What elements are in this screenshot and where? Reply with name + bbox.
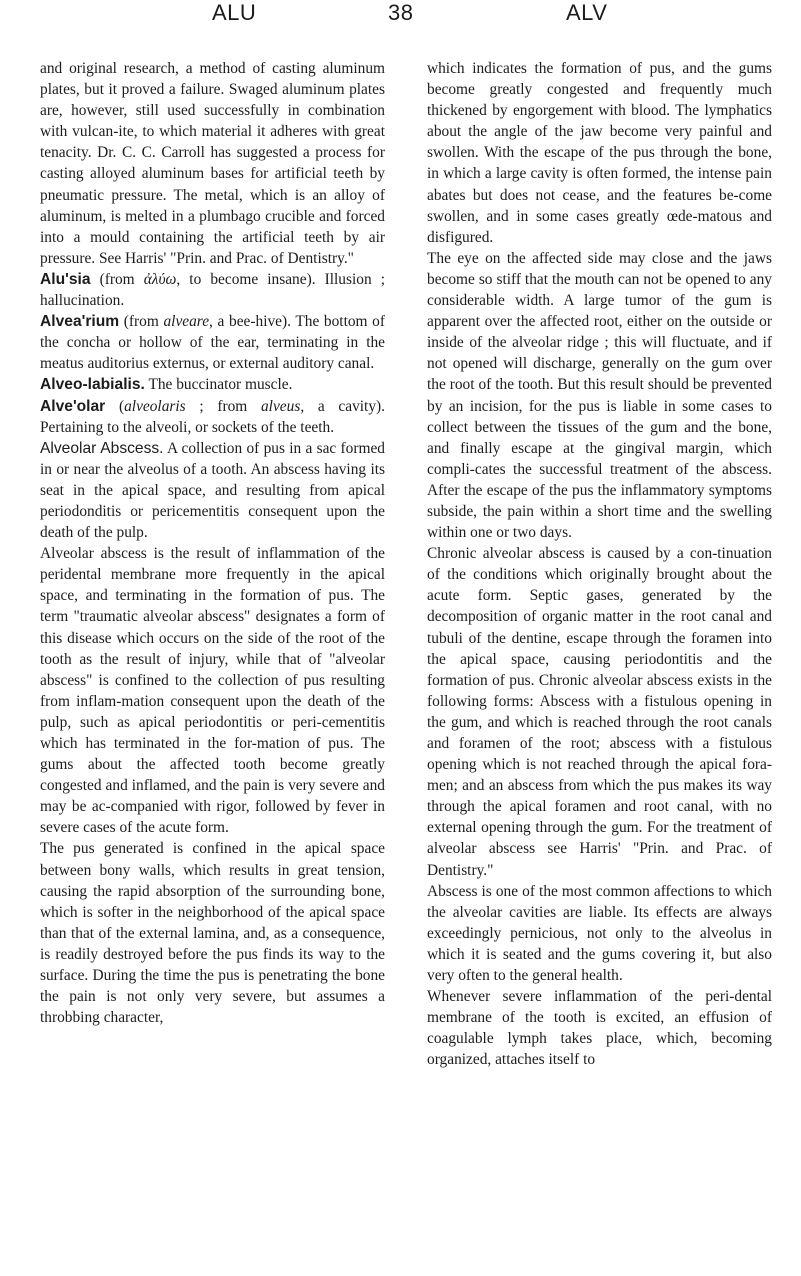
greek-etymon: ἀλύω [143,270,177,288]
latin-etymon: alveolaris [124,397,186,415]
paragraph: Chronic alveolar abscess is caused by a con-tinuation of the conditions which originally brought about the acute form. Septic gases, generated by the decomposition of organic matter in the root canal and tubuli of the dentine, escape through the foramen into the apical space, causing periodontitis and the formation of pus. Chronic alveolar abscess exists in the following forms: Abscess with a fistulous opening in the gum, and which is reached through the root canals and foramen of the root; abscess with a fistulous opening which is not reached through the apical fora-men; and an abscess from which the pus makes its way through the apical foramen and root canal, with no external opening through the gum. For the treatment of alveolar abscess see Harris' "Prin. and Prac. of Dentistry." [427,545,772,879]
entry-alusia: Alu'sia (from ἀλύω, to become insane). Illusion ; hallucination. [40,270,385,310]
paragraph: The eye on the affected side may close and the jaws become so stiff that the mouth can not be opened to any considerable width. A large tumor of the gum is apparent over the affected root, either on the outside or inside of the alveolar ridge ; this will fluctuate, and if not opened will discharge, generally on the gum over the root of the tooth. But this result should be prevented by an incision, for the pus is liable in some cases to collect between the tissues of the gum and the bone, and finally escape at the gingival margin, which compli-cates the successful treatment of the abscess. After the escape of the pus the inflammatory symptoms subside, the pain within a short time and the swelling within one or two days. [427,249,772,542]
entry-alveolabialis: Alveo-labialis. The buccinator muscle. [40,376,293,394]
entry-alveolar-abscess: Alveolar Abscess. A collection of pus in a sac formed in or near the alveolus of a tooth. An abscess having its seat in the apical space, and resulting from apical periodonditis or pericementitis consequent upon the death of the pulp. [40,439,385,542]
headword: Alveo-labialis. [40,376,145,394]
paragraph: Alveolar abscess is the result of inflammation of the peridental membrane more frequently in the apical space, and terminating in the formation of pus. The term "traumatic alveolar abscess" designates a form of this disease which occurs on the side of the root of the tooth as the result of injury, while that of "alveolar abscess" is confined to the collection of pus resulting from inflam-mation consequent upon the death of the pulp, such as apical periodontitis or peri-cementitis which has terminated in the for-mation of pus. The gums about the affected tooth become greatly congested and inflamed, and the pain is very severe and may be ac-companied with rigor, followed by fever in severe cases of the acute form. [40,545,385,837]
paragraph: The pus generated is confined in the apical space between bony walls, which results in great tension, causing the rapid absorption of the surrounding bone, which is softer in the neighborhood of the apical space than that of the external lamina, and, as a consequence, is readily destroyed before the pus finds its way to the surface. During the time the pus is penetrating the bone the pain is not only very severe, but assumes a throbbing character, [40,840,385,1027]
headword: Alvea'rium [40,313,120,331]
page-number: 38 [388,0,414,25]
running-header [0,0,801,40]
latin-etymon: alveare [163,313,210,331]
entry-alveolar: Alve'olar (alveolaris ; from alveus, a cavity). Pertaining to the alveoli, or sockets of the teeth. [40,397,385,436]
header-left-guide-word: ALU [212,0,257,25]
headword: Alveolar Abscess. [40,439,164,457]
paragraph: Whenever severe inflammation of the peri-dental membrane of the tooth is excited, an effusion of coagulable lymph takes place, which, becoming organized, attaches itself to [427,988,772,1069]
header-right-guide-word: ALV [566,0,608,25]
latin-etymon: alveus [260,397,301,415]
paragraph: which indicates the formation of pus, and the gums become greatly congested and frequently much thickened by engorgement with blood. The lymphatics about the angle of the jaw become very painful and swollen. With the escape of the pus through the bone, in which a large cavity is often formed, the intense pain abates but does not cease, and the features be-come swollen, and in some cases greatly œde-matous and disfigured. [427,60,772,246]
entry-alvearium: Alvea'rium (from alveare, a bee-hive). The bottom of the concha or hollow of the ear, terminating in the meatus auditorius externus, or external auditory canal. [40,313,385,373]
left-column [40,58,385,1028]
headword: Alu'sia [40,270,91,288]
right-column [427,58,772,1071]
paragraph: Abscess is one of the most common affections to which the alveolar cavities are liable. Its effects are always exceedingly pernicious, not only to the alveolus in which it is seated and the gums covering it, but also very often to the general health. [427,882,772,985]
paragraph: and original research, a method of casting aluminum plates, but it proved a failure. Swaged aluminum plates are, however, still used successfully in combination with vulcan-ite, to which material it adheres with great tenacity. Dr. C. C. Carroll has suggested a process for casting alloyed aluminum bases for artificial teeth by pneumatic pressure. The metal, which is an alloy of aluminum, is melted in a plumbago crucible and forced into a mould containing the artificial teeth by air pressure. See Harris' "Prin. and Prac. of Dentistry." [40,60,385,267]
headword: Alve'olar [40,397,106,415]
